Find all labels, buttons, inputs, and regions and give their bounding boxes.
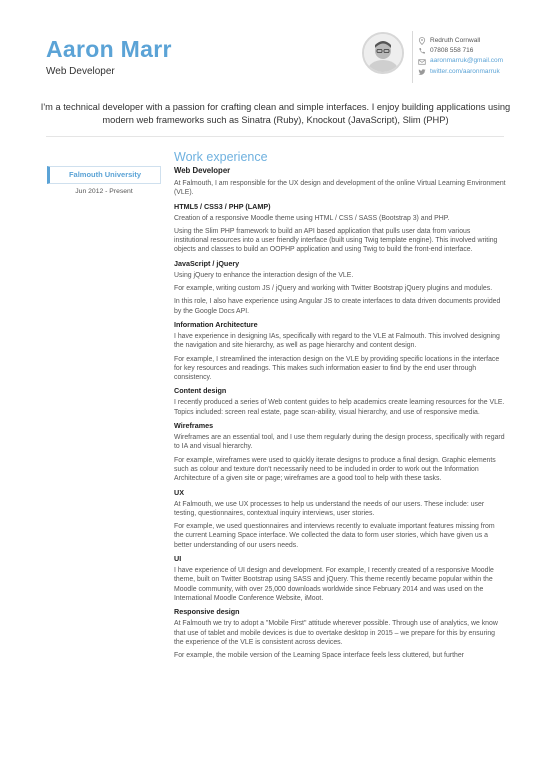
- skill-paragraph: At Falmouth we try to adopt a "Mobile First" attitude wherever possible. Through use of analytics, we know that use of tablet and mobile devices is due to overtake desktop in 2015 – we prepare for this by ensuring the experience of the VLE is consistent across devices.: [174, 620, 498, 646]
- position-title: Web Developer: [174, 166, 231, 175]
- skill-paragraph: For example, the mobile version of the Learning Space interface feels less cluttered, but further: [174, 652, 464, 660]
- phone-icon: [418, 47, 426, 55]
- skill-heading: HTML5 / CSS3 / PHP (LAMP): [174, 201, 271, 211]
- skill-paragraph: I recently produced a series of Web content guides to help academics create learning resources for the VLE. Topics included: screen real estate, page scan-ability, visual hierarchy, and use of responsive media.: [174, 399, 505, 416]
- email-link[interactable]: aaronmarruk@gmail.com: [430, 57, 504, 65]
- twitter-link[interactable]: twitter.com/aaronmarruk: [430, 67, 500, 75]
- skill-heading: UX: [174, 487, 184, 497]
- profile-summary: I'm a technical developer with a passion for crafting clean and simple interfaces. I enjoy building applications using modern web frameworks such as Sinatra (Ruby), Knockout (JavaScript), Slim (PHP): [40, 102, 511, 125]
- candidate-name: Aaron Marr: [46, 36, 172, 62]
- twitter-icon: [418, 68, 426, 76]
- contact-twitter[interactable]: [418, 67, 503, 77]
- skill-paragraph: Using the Slim PHP framework to build an API based application that pulls user data from various institutional resources into a user friendly interface (built using Twig template engine). This involved writing objects and classes to build an OOPHP application and using Twig to build the front-end interface.: [174, 227, 498, 254]
- skill-heading: Wireframes: [174, 421, 214, 431]
- phone-text: 07808 558 716: [430, 47, 474, 55]
- contact-location: [418, 36, 503, 46]
- skill-heading: Information Architecture: [174, 319, 258, 329]
- skill-paragraph: For example, wireframes were used to quickly iterate designs to produce a final design. Graphic elements such as colour and texture don't necessarily need to be included in order to work out the Information Architecture of a given site or page; wireframes are a good tool to help with these tasks.: [174, 456, 496, 483]
- avatar: [362, 32, 404, 74]
- position-intro: At Falmouth, I am responsible for the UX design and development of the online Virtual Learning Environment (VLE).: [174, 180, 506, 197]
- skill-paragraph: At Falmouth, we use UX processes to help us understand the needs of our users. These include: user testing, questionnaires, contextual inquiry interviews, user stories.: [174, 500, 485, 517]
- skill-paragraph: In this role, I also have experience using Angular JS to create interfaces to data driven documents provided by the Google Docs API.: [174, 298, 501, 315]
- skill-paragraph: Using jQuery to enhance the interaction design of the VLE.: [174, 271, 354, 279]
- job-description: [174, 166, 506, 664]
- work-experience-heading: Work experience: [174, 150, 268, 164]
- contact-details: [418, 36, 503, 77]
- organization-name: Falmouth University: [47, 166, 161, 184]
- employment-dates: Jun 2012 - Present: [75, 188, 133, 195]
- skill-paragraph: Creation of a responsive Moodle theme using HTML / CSS / SASS (Bootstrap 3) and PHP.: [174, 214, 450, 222]
- header-divider: [412, 31, 413, 83]
- skill-paragraph: I have experience in designing IAs, specifically with regard to the VLE at Falmouth. This involved designing the navigation and site hierarchy, as well as page hierarchy and content design.: [174, 332, 500, 350]
- contact-email[interactable]: [418, 56, 503, 66]
- skill-heading: Content design: [174, 386, 227, 396]
- skill-paragraph: For example, we used questionnaires and interviews recently to evaluate important features missing from the current Learning Space interface. We collected the data to form user stories, which have given us a better understanding of our users needs.: [174, 523, 495, 549]
- location-icon: [418, 37, 426, 45]
- skill-paragraph: Wireframes are an essential tool, and I use them regularly during the design process, specifically with regard to IA and visual hierarchy.: [174, 434, 505, 451]
- skill-heading: JavaScript / jQuery: [174, 258, 240, 268]
- location-text: Redruth Cornwall: [430, 37, 481, 44]
- contact-phone: [418, 46, 503, 56]
- section-divider: [46, 136, 504, 137]
- skill-paragraph: I have experience of UI design and development. For example, I recently created of a responsive Moodle theme, built on Twitter Bootstrap using SASS and jQuery. This theme recently became popular within the Moodle community, with over 25,000 downloads worldwide since February 2014 and was used on the International Moodle Conference Website, iMoot.: [174, 567, 494, 602]
- skill-paragraph: For example, I streamlined the interaction design on the VLE by providing specific locations in the interface for key resources and readings. This makes such information easier to find by the end user through consistency.: [174, 355, 500, 382]
- job-title: Web Developer: [46, 66, 115, 77]
- skill-paragraph: For example, writing custom JS / jQuery and working with Twitter Bootstrap jQuery plugins and modules.: [174, 285, 493, 293]
- skill-heading: Responsive design: [174, 607, 240, 617]
- skill-heading: UI: [174, 554, 182, 564]
- email-icon: [418, 58, 426, 66]
